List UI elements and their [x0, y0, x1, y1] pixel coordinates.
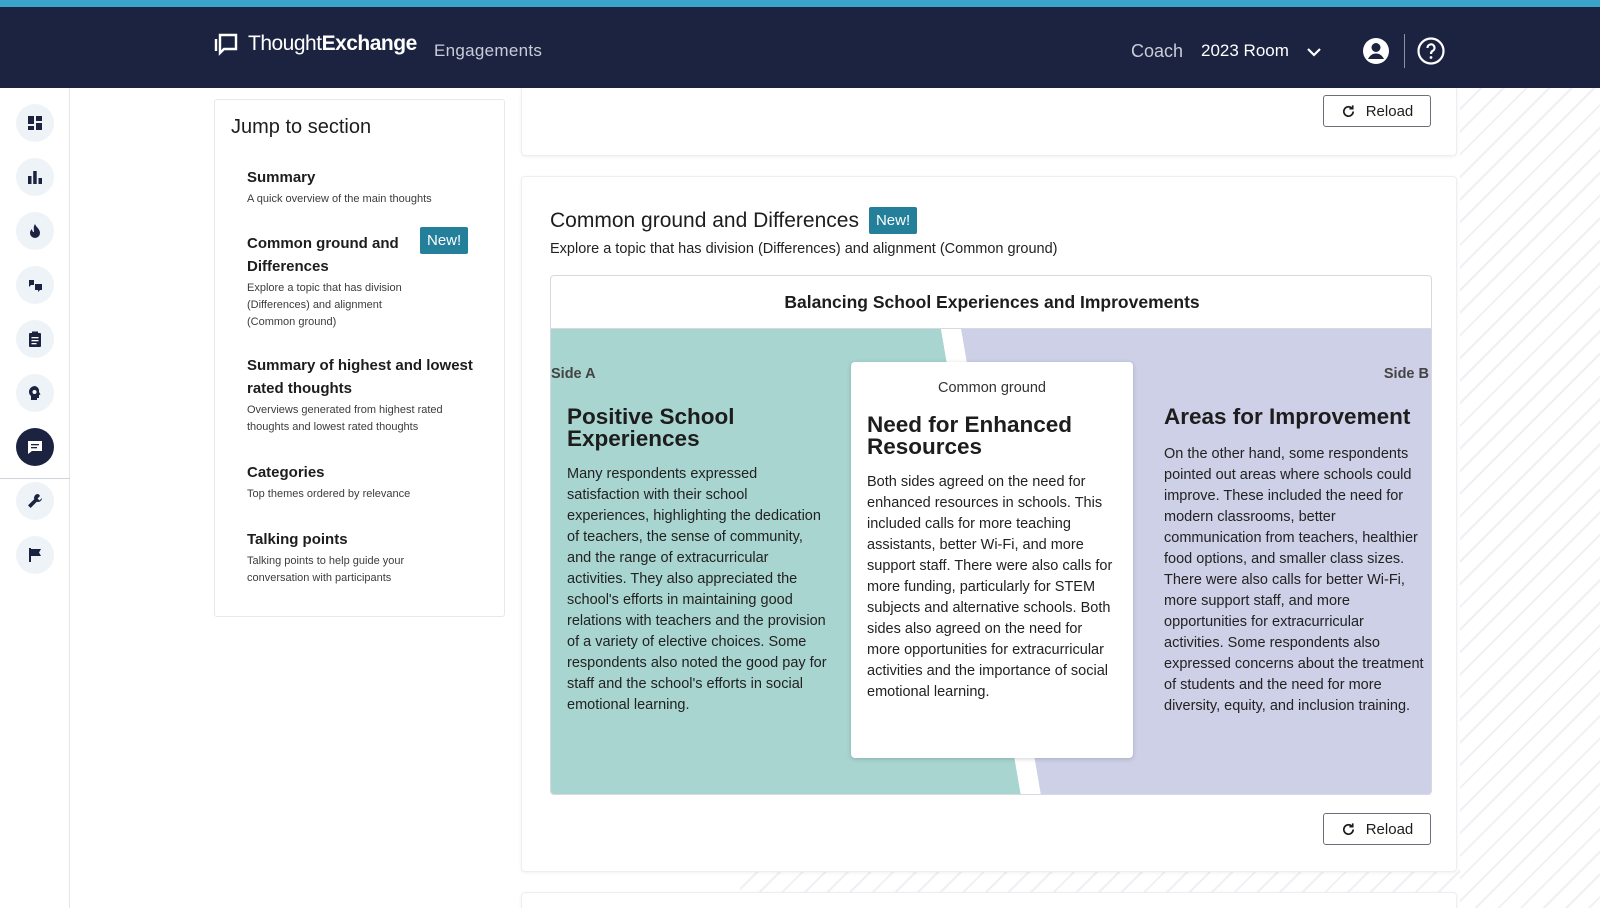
rail-divider [0, 478, 70, 479]
side-a-label: Side A [551, 366, 596, 382]
logo-icon [214, 31, 240, 57]
jump-item-talking-points[interactable]: Talking points Talking points to help guide your conversation with participants [247, 531, 405, 584]
common-ground-card [521, 176, 1457, 872]
rail-ratings-button[interactable] [16, 266, 54, 304]
topic-title: Balancing School Experiences and Improvements [551, 276, 1432, 329]
section-subtitle: Explore a topic that has division (Differences) and alignment (Common ground) [550, 241, 1058, 257]
new-badge: New! [869, 207, 917, 234]
previous-section-card [521, 88, 1457, 156]
rail-results-button[interactable] [16, 158, 54, 196]
wrench-icon [26, 492, 44, 510]
nav-engagements-link[interactable]: Engagements [434, 41, 543, 60]
room-selector[interactable]: 2023 Room [1201, 41, 1289, 60]
jump-panel-title: Jump to section [231, 116, 372, 138]
common-ground-diagram [550, 275, 1432, 795]
jump-to-section-panel [214, 99, 505, 617]
fire-icon [26, 222, 44, 240]
jump-item-highest-lowest[interactable]: Summary of highest and lowest rated thoughts Overviews generated from highest rated thoughts and lowest rated thoughts [247, 357, 473, 433]
rail-insights-button[interactable] [16, 374, 54, 412]
side-a-text: Many respondents expressed satisfaction with their school experiences, highlighting the dedication of teachers, the sense of community, and the range of extracurricular activities. They also appreciated the school's efforts in maintaining good relations with teachers and the provision of a variety of elective choices. Some respondents also noted the good pay for staff and the school's efforts in social emotional learning. [567, 466, 827, 713]
left-rail [0, 88, 70, 908]
rail-flag-button[interactable] [16, 536, 54, 574]
rail-report-button[interactable] [16, 320, 54, 358]
background-pattern [1460, 88, 1600, 908]
common-ground-label: Common ground [938, 380, 1046, 396]
refresh-icon [1341, 104, 1356, 119]
refresh-icon [1341, 822, 1356, 837]
clipboard-icon [26, 330, 44, 348]
section-title: Common ground and Differences New! [550, 207, 917, 234]
side-b-text: On the other hand, some respondents pointed out areas where schools could improve. These included the need for modern classrooms, better communication from teachers, healthier food options, and smaller class sizes. There were also calls for better Wi-Fi, more support staff, and more opportunities for extracurricular activities. Some respondents also expressed concerns about the treatment of students and the need for more diversity, equity, and inclusion training. [1164, 446, 1424, 714]
common-ground-card-inner [851, 362, 1133, 758]
common-ground-title: Need for Enhanced Resources [867, 412, 1073, 459]
rail-tools-button[interactable] [16, 482, 54, 520]
help-icon[interactable] [1416, 36, 1446, 66]
rail-ai-summary-button[interactable] [16, 428, 54, 466]
common-ground-text: Both sides agreed on the need for enhanced resources in schools. This included calls for more teaching assistants, better Wi-Fi, and more support staff. There were also calls for more funding, particularly for STEM subjects and alternative schools. Both sides also agreed on the need for more opportunities for extracurricular activities and the importance of social emotional learning. [867, 474, 1113, 700]
reload-button[interactable]: Reload [1323, 95, 1431, 127]
thumbs-icon [26, 276, 44, 294]
chevron-down-icon[interactable] [1305, 43, 1323, 61]
next-section-card [521, 892, 1457, 908]
header-divider [1404, 34, 1405, 68]
reload-button[interactable]: Reload [1323, 813, 1431, 845]
side-a-title: Positive School Experiences [567, 404, 735, 451]
user-account-icon[interactable] [1361, 36, 1391, 66]
chat-icon [26, 438, 44, 456]
flag-icon [26, 546, 44, 564]
bar-chart-icon [26, 168, 44, 186]
rail-trending-button[interactable] [16, 212, 54, 250]
coach-label: Coach [1131, 41, 1184, 61]
lightbulb-head-icon [26, 384, 44, 402]
jump-item-common-ground[interactable]: Common ground and Differences Explore a topic that has division (Differences) and alignment (Common ground) [247, 235, 402, 328]
top-nav-bar [0, 0, 1600, 88]
new-badge: New! [420, 227, 468, 254]
thoughtexchange-logo[interactable] [214, 31, 417, 57]
dashboard-icon [26, 114, 44, 132]
logo-text: ThoughtExchange [248, 32, 417, 55]
side-b-title: Areas for Improvement [1164, 404, 1411, 429]
side-b-label: Side B [1383, 366, 1429, 382]
jump-item-summary[interactable]: Summary A quick overview of the main thoughts [247, 169, 432, 205]
rail-dashboard-button[interactable] [16, 104, 54, 142]
jump-item-categories[interactable]: Categories Top themes ordered by relevance [247, 464, 411, 500]
